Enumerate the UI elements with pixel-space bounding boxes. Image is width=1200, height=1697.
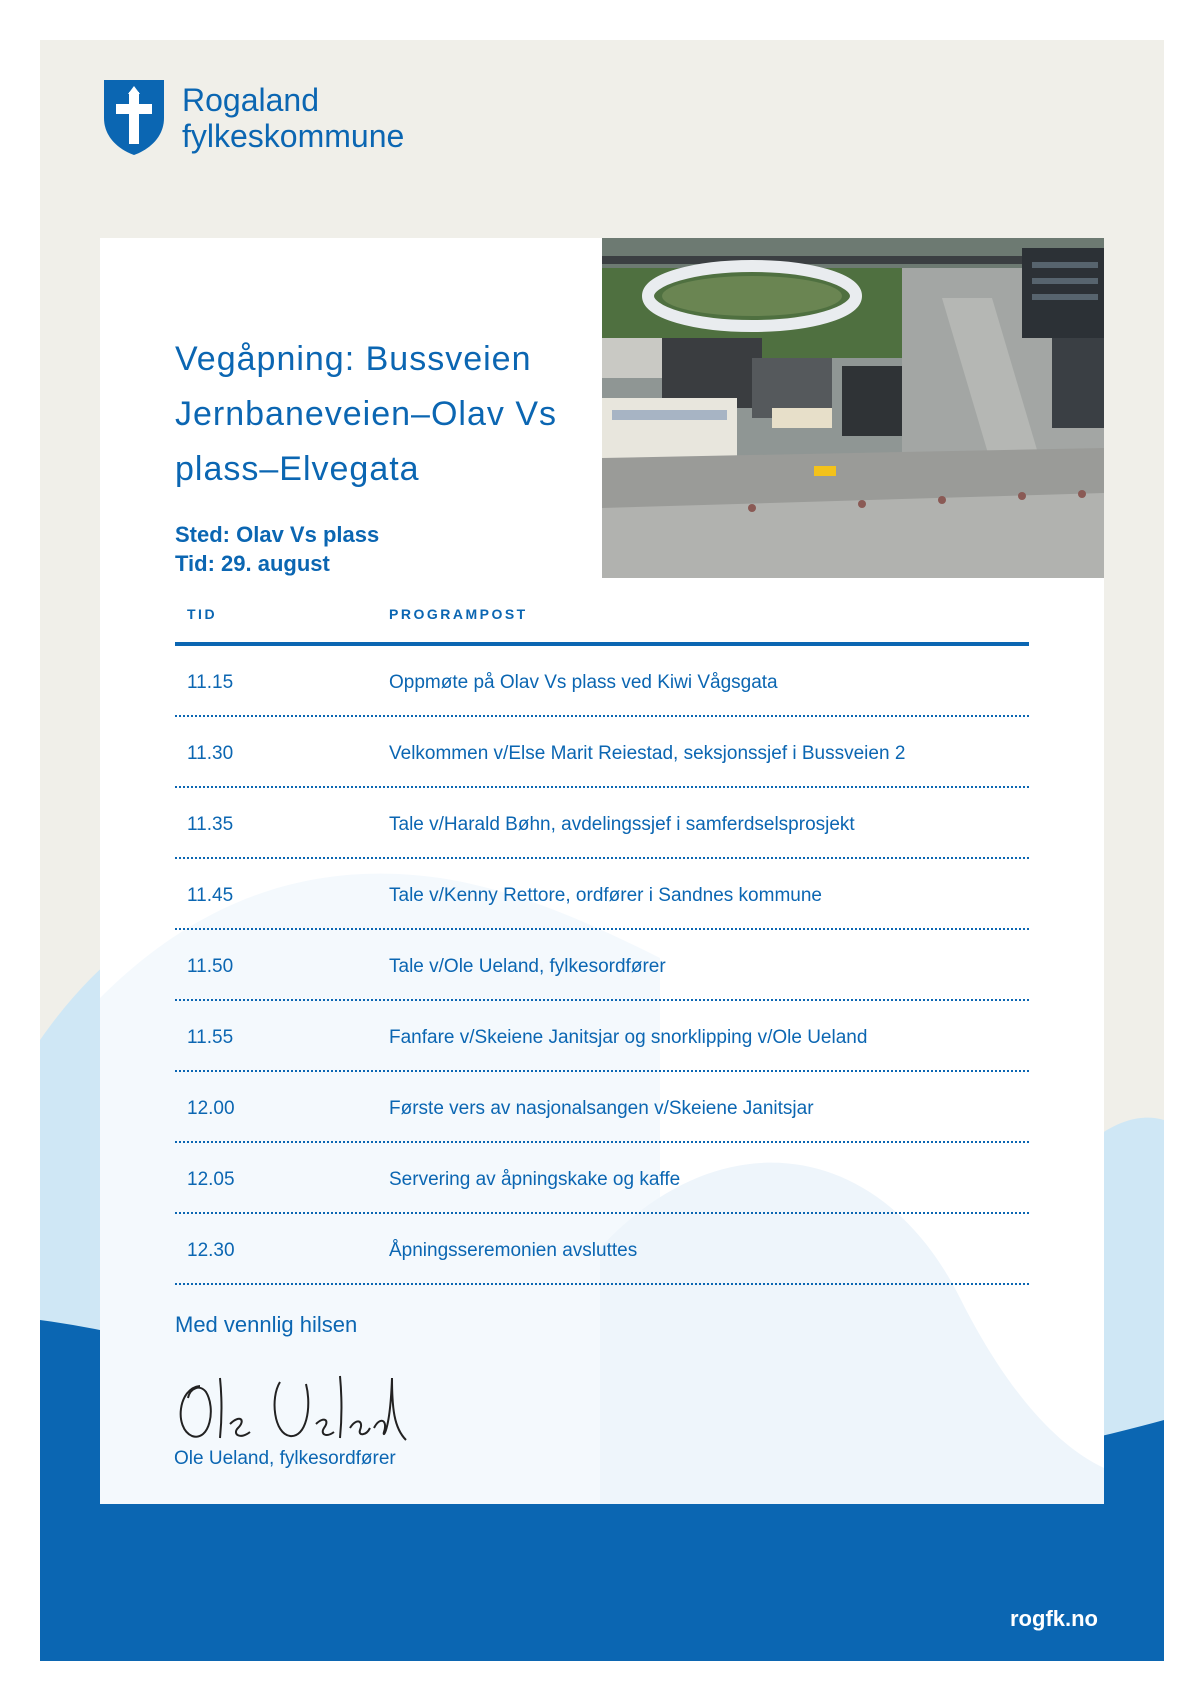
row-time: 12.05	[187, 1169, 235, 1190]
signer-name: Ole Ueland, fylkesordfører	[174, 1448, 396, 1469]
row-item: Oppmøte på Olav Vs plass ved Kiwi Vågsgata	[389, 672, 778, 693]
row-item: Tale v/Kenny Rettore, ordfører i Sandnes kommune	[389, 885, 822, 906]
table-header	[175, 604, 1029, 646]
row-item: Tale v/Harald Bøhn, avdelingssjef i samferdselsprosjekt	[389, 814, 855, 835]
row-item: Fanfare v/Skeiene Janitsjar og snorklipping v/Ole Ueland	[389, 1027, 868, 1048]
column-header-time: TID	[187, 606, 218, 622]
table-row	[175, 859, 1029, 930]
row-item: Første vers av nasjonalsangen v/Skeiene Janitsjar	[389, 1098, 814, 1119]
row-time: 11.35	[187, 814, 234, 835]
row-time: 11.45	[187, 885, 234, 906]
program-table	[175, 604, 1029, 1285]
row-item: Tale v/Ole Ueland, fylkesordfører	[389, 956, 666, 977]
row-item: Åpningsseremonien avsluttes	[389, 1240, 638, 1261]
org-name-line1: Rogaland	[182, 82, 319, 118]
logo[interactable]	[102, 78, 404, 156]
signature-image	[170, 1358, 410, 1448]
event-place: Sted: Olav Vs plass	[175, 522, 380, 547]
row-time: 11.30	[187, 743, 234, 764]
row-item: Velkommen v/Else Marit Reiestad, seksjonssjef i Bussveien 2	[389, 743, 906, 764]
row-time: 11.50	[187, 956, 234, 977]
closing-greeting: Med vennlig hilsen	[175, 1312, 358, 1337]
row-time: 12.30	[187, 1240, 235, 1261]
page-title: Vegåpning: Bussveien Jernbaneveien–Olav Vs plass–Elvegata	[175, 340, 558, 488]
org-name-line2: fylkeskommune	[182, 118, 405, 154]
table-row	[175, 788, 1029, 859]
event-time: Tid: 29. august	[175, 551, 330, 576]
table-row	[175, 930, 1029, 1001]
row-time: 12.00	[187, 1098, 235, 1119]
event-info	[175, 520, 379, 578]
table-row	[175, 1214, 1029, 1285]
table-row	[175, 1001, 1029, 1072]
row-item: Servering av åpningskake og kaffe	[389, 1169, 681, 1190]
coat-of-arms-icon	[102, 78, 166, 156]
table-row	[175, 717, 1029, 788]
handwritten-signature	[170, 1358, 410, 1453]
org-name	[182, 82, 404, 154]
content-card	[100, 238, 1104, 1504]
column-header-item: PROGRAMPOST	[389, 606, 528, 622]
aerial-photo	[602, 238, 1104, 578]
row-time: 11.55	[187, 1027, 234, 1048]
row-time: 11.15	[187, 672, 234, 693]
footer-website-link[interactable]: rogfk.no	[1010, 1606, 1098, 1631]
table-row	[175, 646, 1029, 717]
table-row	[175, 1143, 1029, 1214]
aerial-photo-image	[602, 238, 1104, 578]
table-row	[175, 1072, 1029, 1143]
document-page	[40, 40, 1164, 1661]
